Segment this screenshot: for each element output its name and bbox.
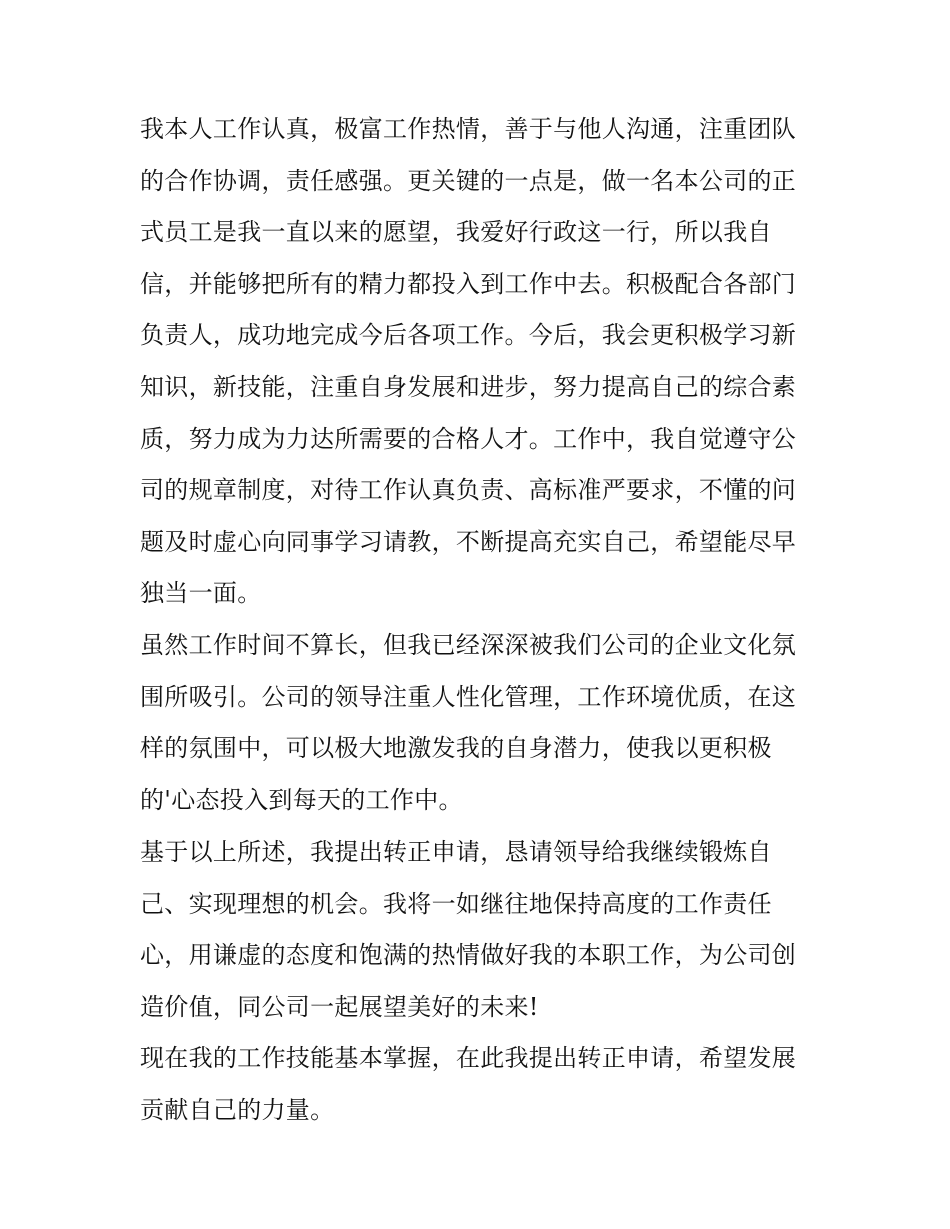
paragraph-1 — [140, 104, 812, 620]
paragraph-2-text: 虽然工作时间不算长，但我已经深深被我们公司的企业文化氛围所吸引。公司的领导注重人性化管理，工作环境优质，在这样的氛围中，可以极大地激发我的自身潜力，使我以更积极的'心态投入到每天的工作中。 — [140, 631, 797, 814]
paragraph-3-text: 基于以上所述，我提出转正申请，恳请领导给我继续锻炼自己、实现理想的机会。我将一如继往地保持高度的工作责任心，用谦虚的态度和饱满的热情做好我的本职工作，为公司创造价值，同公司一起展望美好的未来! — [140, 838, 797, 1021]
paragraph-4-text: 现在我的工作技能基本掌握，在此我提出转正申请，希望发展贡献自己的力量。 — [140, 1044, 797, 1124]
paragraph-4 — [140, 1033, 812, 1136]
paragraph-2 — [140, 620, 812, 826]
paragraph-3 — [140, 827, 812, 1033]
paragraph-1-text: 我本人工作认真，极富工作热情，善于与他人沟通，注重团队的合作协调，责任感强。更关键的一点是，做一名本公司的正式员工是我一直以来的愿望，我爱好行政这一行，所以我自信，并能够把所有的精力都投入到工作中去。积极配合各部门负责人，成功地完成今后各项工作。今后，我会更积极学习新知识，新技能，注重自身发展和进步，努力提高自己的综合素质，努力成为力达所需要的合格人才。工作中，我自觉遵守公司的规章制度，对待工作认真负责、高标准严要求，不懂的问题及时虚心向同事学习请教，不断提高充实自己，希望能尽早独当一面。 — [140, 115, 797, 608]
